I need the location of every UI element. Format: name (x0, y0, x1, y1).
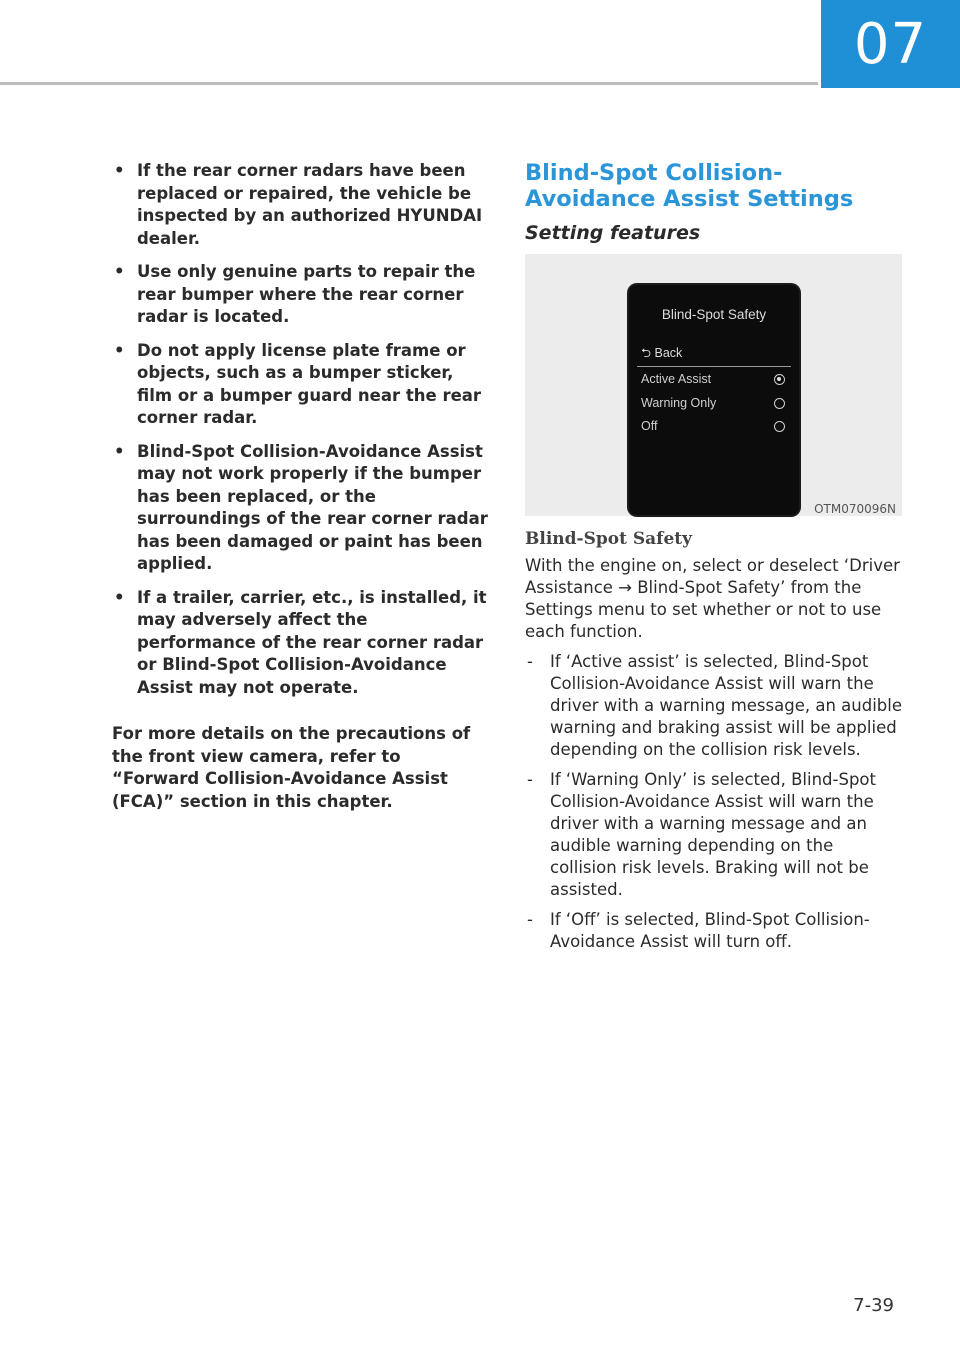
list-item-text: Blind-Spot Collision-Avoidance Assist may not work properly if the bumper has been replaced, or the surroundings of the rear corner radar has been damaged or paint has been applied. (137, 441, 488, 573)
dash-icon: - (527, 770, 533, 789)
option-descriptions (525, 651, 905, 953)
radio-empty-icon (774, 421, 785, 432)
list-item-text: If ‘Off’ is selected, Blind-Spot Collision-Avoidance Assist will turn off. (550, 910, 870, 951)
section-title: Blind-Spot Collision-Avoidance Assist Settings (525, 160, 854, 212)
back-label: Back (654, 346, 683, 360)
left-column (112, 160, 490, 830)
figure-code: OTM070096N (814, 502, 896, 516)
header-rule (0, 82, 818, 85)
screen-divider (637, 366, 791, 367)
bullet-icon: • (114, 340, 125, 360)
chapter-number: 07 (853, 11, 928, 77)
list-item-text: Do not apply license plate frame or objects, such as a bumper sticker, film or a bumper guard near the rear corner radar. (137, 340, 482, 427)
dash-icon: - (527, 910, 533, 929)
list-item-text: If a trailer, carrier, etc., is installed, it may adversely affect the performance of the rear corner radar or Blind-Spot Collision-Avoidance Assist may not operate. (137, 587, 487, 697)
list-item (112, 160, 490, 250)
radio-empty-icon (774, 398, 785, 409)
list-item (112, 441, 490, 576)
option-active-assist: Active Assist (641, 372, 712, 386)
bullet-icon: • (114, 262, 125, 281)
right-column (525, 160, 905, 961)
screen-title: Blind-Spot Safety (661, 307, 767, 322)
chapter-tab (821, 0, 960, 88)
reference-note: For more details on the precautions of the front view camera, refer to “Forward Collision-Avoidance Assist (FCA)” section in this chapter. (112, 724, 471, 811)
page-number: 7-39 (853, 1295, 894, 1316)
caution-list (112, 160, 490, 699)
radio-selected-icon (774, 374, 785, 385)
list-item-text: If the rear corner radars have been replaced or repaired, the vehicle be inspected by an authorized HYUNDAI dealer. (137, 161, 483, 248)
back-arrow-icon: ⮌ (641, 346, 652, 360)
settings-screen-figure (525, 254, 902, 516)
list-item (112, 261, 490, 329)
back-item (641, 344, 682, 365)
list-item-text: Use only genuine parts to repair the rear bumper where the rear corner radar is located. (137, 262, 476, 326)
feature-heading: Blind-Spot Safety (525, 529, 693, 549)
list-item (112, 587, 490, 700)
list-item-text: If ‘Active assist’ is selected, Blind-Spot Collision-Avoidance Assist will warn the driver with a warning message, an audible warning and braking assist will be applied depending on the collision risk levels. (550, 652, 903, 759)
list-item (525, 909, 905, 953)
option-warning-only: Warning Only (641, 396, 717, 410)
dash-icon: - (527, 652, 533, 671)
list-item (112, 340, 490, 430)
bullet-icon: • (114, 161, 125, 180)
bullet-icon: • (114, 587, 125, 607)
intro-paragraph: With the engine on, select or deselect ‘Driver Assistance → Blind-Spot Safety’ from the Settings menu to set whether or not to use each function. (525, 556, 900, 641)
option-off: Off (641, 419, 658, 433)
subsection-title: Setting features (525, 222, 701, 244)
bullet-icon: • (114, 441, 125, 461)
cluster-display (629, 285, 799, 515)
list-item-text: If ‘Warning Only’ is selected, Blind-Spot Collision-Avoidance Assist will warn the driver with a warning message and an audible warning depending on the collision risk levels. Braking will not be assisted. (550, 770, 876, 899)
list-item (525, 769, 905, 901)
list-item (525, 651, 905, 761)
